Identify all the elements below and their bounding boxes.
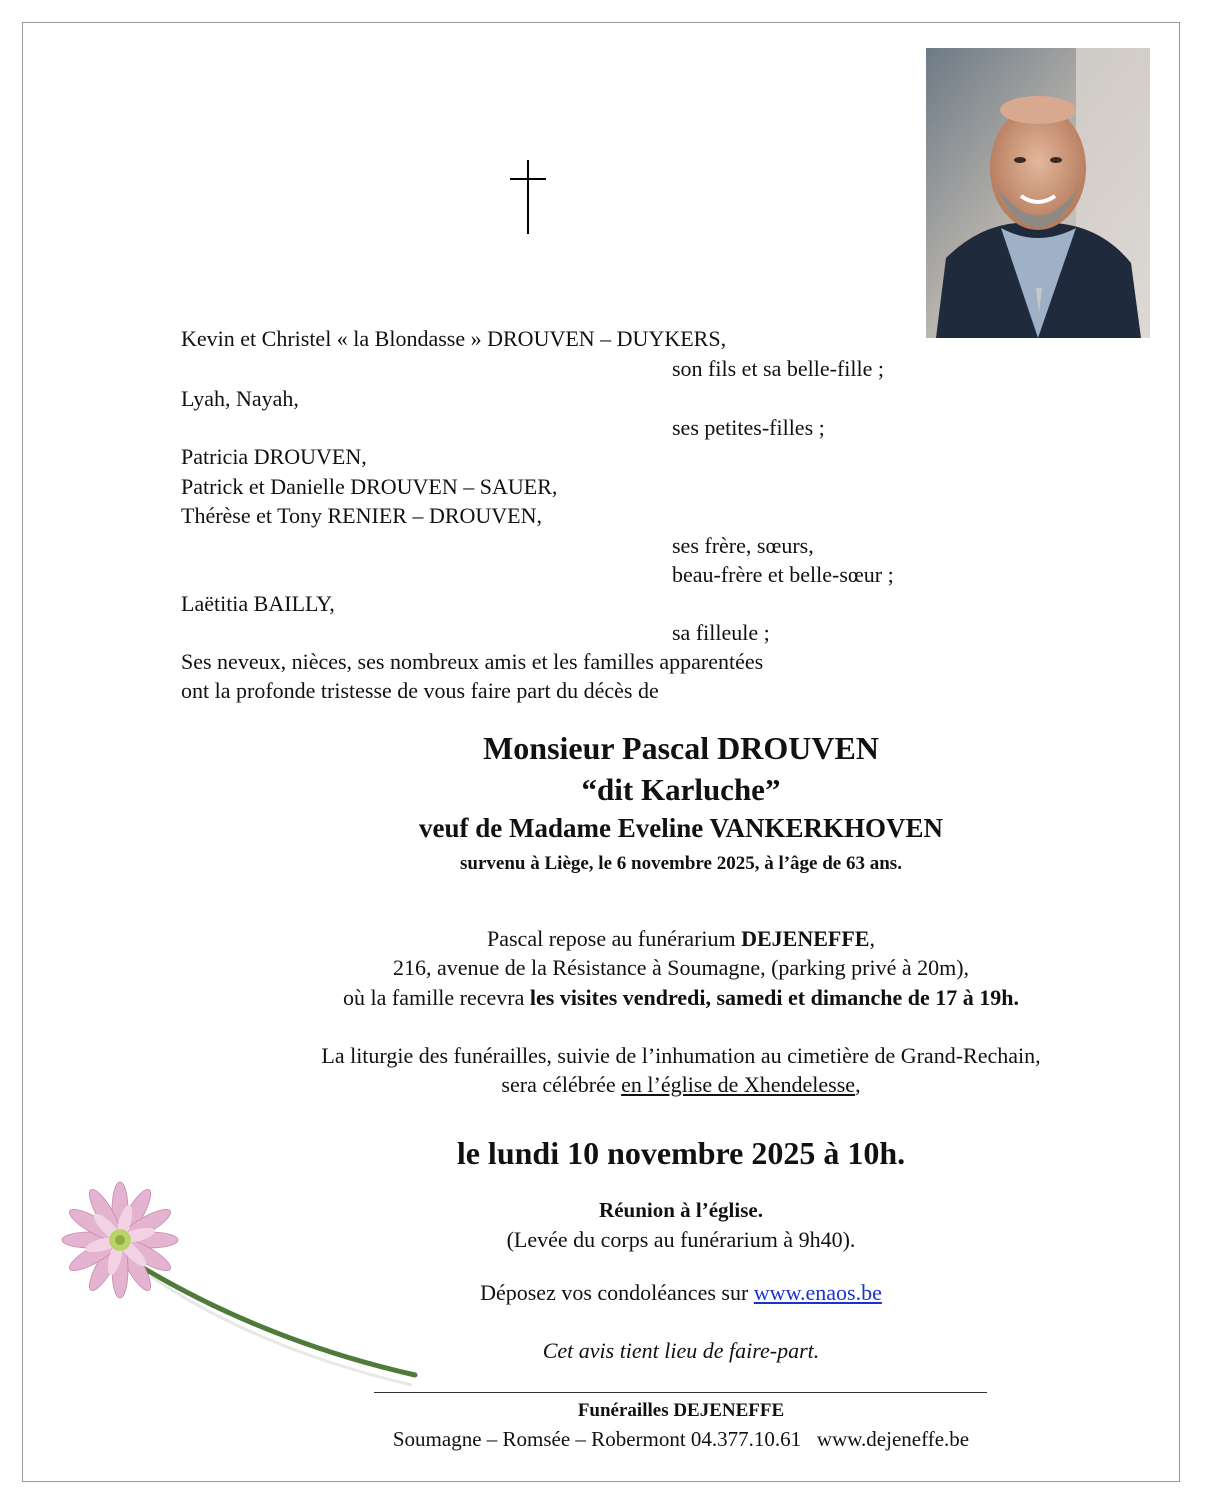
family-line-6: Laëtitia BAILLY,	[181, 591, 335, 616]
family-line-2: Lyah, Nayah,	[181, 386, 299, 411]
deceased-photo	[926, 48, 1150, 338]
family-relation-3a: ses frère, sœurs,	[672, 533, 814, 558]
family-line-8: ont la profonde tristesse de vous faire part du décès de	[181, 678, 659, 703]
family-relation-3b: beau-frère et belle-sœur ;	[672, 562, 894, 587]
visits-line-2: 216, avenue de la Résistance à Soumagne, (parking privé à 20m),	[392, 955, 970, 980]
family-relation-1: son fils et sa belle-fille ;	[672, 356, 884, 381]
family-line-5: Thérèse et Tony RENIER – DROUVEN,	[181, 503, 542, 528]
family-line-3: Patricia DROUVEN,	[181, 444, 367, 469]
deceased-name: Monsieur Pascal DROUVEN	[483, 730, 879, 766]
footer-divider	[374, 1392, 987, 1393]
family-relation-4: sa filleule ;	[672, 620, 770, 645]
ceremony-line-2: sera célébrée en l’église de Xhendelesse,	[501, 1072, 861, 1097]
visits-line-3: où la famille recevra les visites vendredi, samedi et dimanche de 17 à 19h.	[343, 985, 1019, 1010]
family-line-1: Kevin et Christel « la Blondasse » DROUVEN – DUYKERS,	[181, 326, 727, 351]
visits-line-1: Pascal repose au funérarium DEJENEFFE,	[487, 926, 875, 951]
condolences-link[interactable]: www.enaos.be	[753, 1280, 882, 1305]
ceremony-meeting: Réunion à l’église.	[599, 1198, 763, 1222]
footer-contact: Soumagne – Romsée – Robermont 04.377.10.61 www.dejeneffe.be	[392, 1427, 970, 1451]
deceased-widower: veuf de Madame Eveline VANKERKHOVEN	[418, 813, 943, 843]
family-relation-2: ses petites-filles ;	[672, 415, 825, 440]
notice-text: Cet avis tient lieu de faire-part.	[542, 1338, 820, 1363]
family-line-7: Ses neveux, nièces, ses nombreux amis et les familles apparentées	[181, 649, 764, 674]
deceased-death-info: survenu à Liège, le 6 novembre 2025, à l’âge de 63 ans.	[460, 853, 902, 874]
footer-company: Funérailles DEJENEFFE	[577, 1400, 785, 1421]
deceased-nickname: “dit Karluche”	[581, 772, 781, 807]
ceremony-levee: (Levée du corps au funérarium à 9h40).	[506, 1227, 856, 1252]
family-line-4: Patrick et Danielle DROUVEN – SAUER,	[181, 474, 558, 499]
cross-icon	[510, 160, 546, 234]
ceremony-line-1: La liturgie des funérailles, suivie de l’inhumation au cimetière de Grand-Rechain,	[321, 1043, 1041, 1068]
condolences-line: Déposez vos condoléances sur www.enaos.be	[480, 1280, 882, 1305]
ceremony-date: le lundi 10 novembre 2025 à 10h.	[456, 1135, 906, 1171]
